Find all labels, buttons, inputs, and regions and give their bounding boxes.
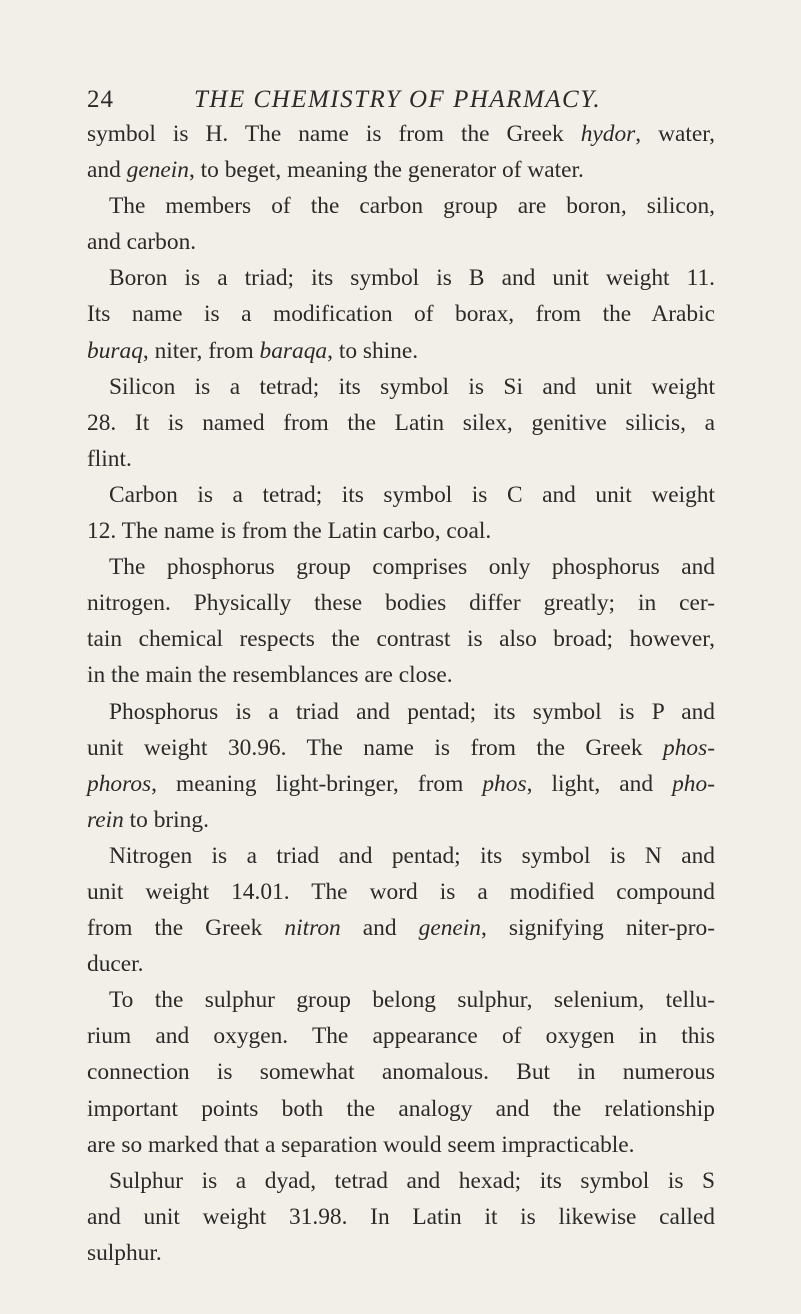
text-segment: Nitrogen is a triad and pentad; its symbol is N and [109,842,715,869]
text-segment: The phosphorus group comprises only phosphorus and [109,554,715,581]
italic-term: phos- [663,734,715,761]
text-line [87,369,715,405]
text-line [87,874,715,910]
text-segment: , water, [635,121,715,147]
text-line [87,946,715,982]
text-line [87,224,715,260]
text-line [87,1127,715,1163]
text-line [87,766,715,802]
text-segment: connection is somewhat anomalous. But in numerous [87,1059,715,1086]
text-segment: , meaning light-bringer, from [151,770,483,797]
italic-term: phoros [87,770,152,797]
text-line [87,621,715,657]
text-line [87,441,715,477]
text-segment: sulphur. [87,1239,162,1266]
italic-term: pho- [672,770,715,797]
italic-term: baraqa [259,337,328,364]
text-segment: The members of the carbon group are boron, silicon, [109,193,715,220]
text-line [87,657,715,693]
text-segment: to bring. [123,806,209,833]
page-number: 24 [87,86,114,113]
text-segment: and [87,157,127,184]
text-line [87,405,715,441]
text-segment: unit weight 14.01. The word is a modified compound [87,878,715,905]
italic-term: rein [87,806,124,833]
text-line [87,1091,715,1127]
text-line [87,1054,715,1090]
italic-term: genein [418,915,481,942]
text-segment: nitrogen. Physically these bodies differ greatly; in cer- [87,590,715,617]
text-segment: Boron is a triad; its symbol is B and unit weight 11. [109,265,715,292]
italic-term: hydor [580,121,636,147]
text-segment: and [340,915,419,942]
text-line [87,585,715,621]
text-segment: , to shine. [327,337,419,364]
italic-term: phos [482,770,527,797]
text-segment: Its name is a modification of borax, from the Arabic [87,301,715,328]
text-segment: ducer. [87,951,144,978]
running-title: THE CHEMISTRY OF PHARMACY. [194,86,602,113]
text-line [87,260,715,296]
italic-term: buraq [87,337,143,364]
text-line [87,513,715,549]
text-line [87,296,715,332]
text-line [87,838,715,874]
text-segment: and carbon. [87,229,197,256]
italic-term: genein [126,157,189,184]
text-line [87,730,715,766]
text-line [87,802,715,838]
text-line [87,1163,715,1199]
text-segment: in the main the resemblances are close. [87,662,453,689]
text-segment: Silicon is a tetrad; its symbol is Si and unit weight [109,373,715,400]
text-line [87,982,715,1018]
text-line [87,477,715,513]
text-segment: 12. The name is from the Latin carbo, coal. [87,518,492,545]
text-segment: 28. It is named from the Latin silex, genitive silicis, a [87,409,715,436]
text-segment: unit weight 30.96. The name is from the Greek [87,734,664,761]
text-segment: Sulphur is a dyad, tetrad and hexad; its symbol is S [109,1167,715,1194]
text-line [87,152,715,188]
running-head [87,86,713,120]
text-segment: To the sulphur group belong sulphur, selenium, tellu- [109,987,715,1014]
text-segment: rium and oxygen. The appearance of oxygen in this [87,1023,715,1050]
italic-term: nitron [284,915,341,942]
text-line [87,188,715,224]
text-line [87,1235,715,1271]
text-segment: and unit weight 31.98. In Latin it is likewise called [87,1203,715,1230]
text-segment: from the Greek [87,915,285,942]
text-line [87,694,715,730]
text-segment: Carbon is a tetrad; its symbol is C and unit weight [109,481,715,508]
text-line [87,1018,715,1054]
text-line [87,910,715,946]
text-segment: , signifying niter-pro- [481,915,716,942]
text-line [87,1199,715,1235]
text-segment: Phosphorus is a triad and pentad; its symbol is P and [109,698,715,725]
text-segment: tain chemical respects the contrast is also broad; however, [87,626,715,653]
text-segment: are so marked that a separation would seem impracticable. [87,1131,635,1158]
body-text [87,116,715,1271]
text-segment: flint. [87,445,132,472]
text-segment: , niter, from [142,337,260,364]
text-line [87,549,715,585]
text-segment: important points both the analogy and the relationship [87,1095,715,1122]
text-line [87,116,715,152]
text-segment: symbol is H. The name is from the Greek [87,121,581,147]
text-segment: , to beget, meaning the generator of water. [188,157,584,184]
text-segment: , light, and [526,770,673,797]
text-line [87,333,715,369]
